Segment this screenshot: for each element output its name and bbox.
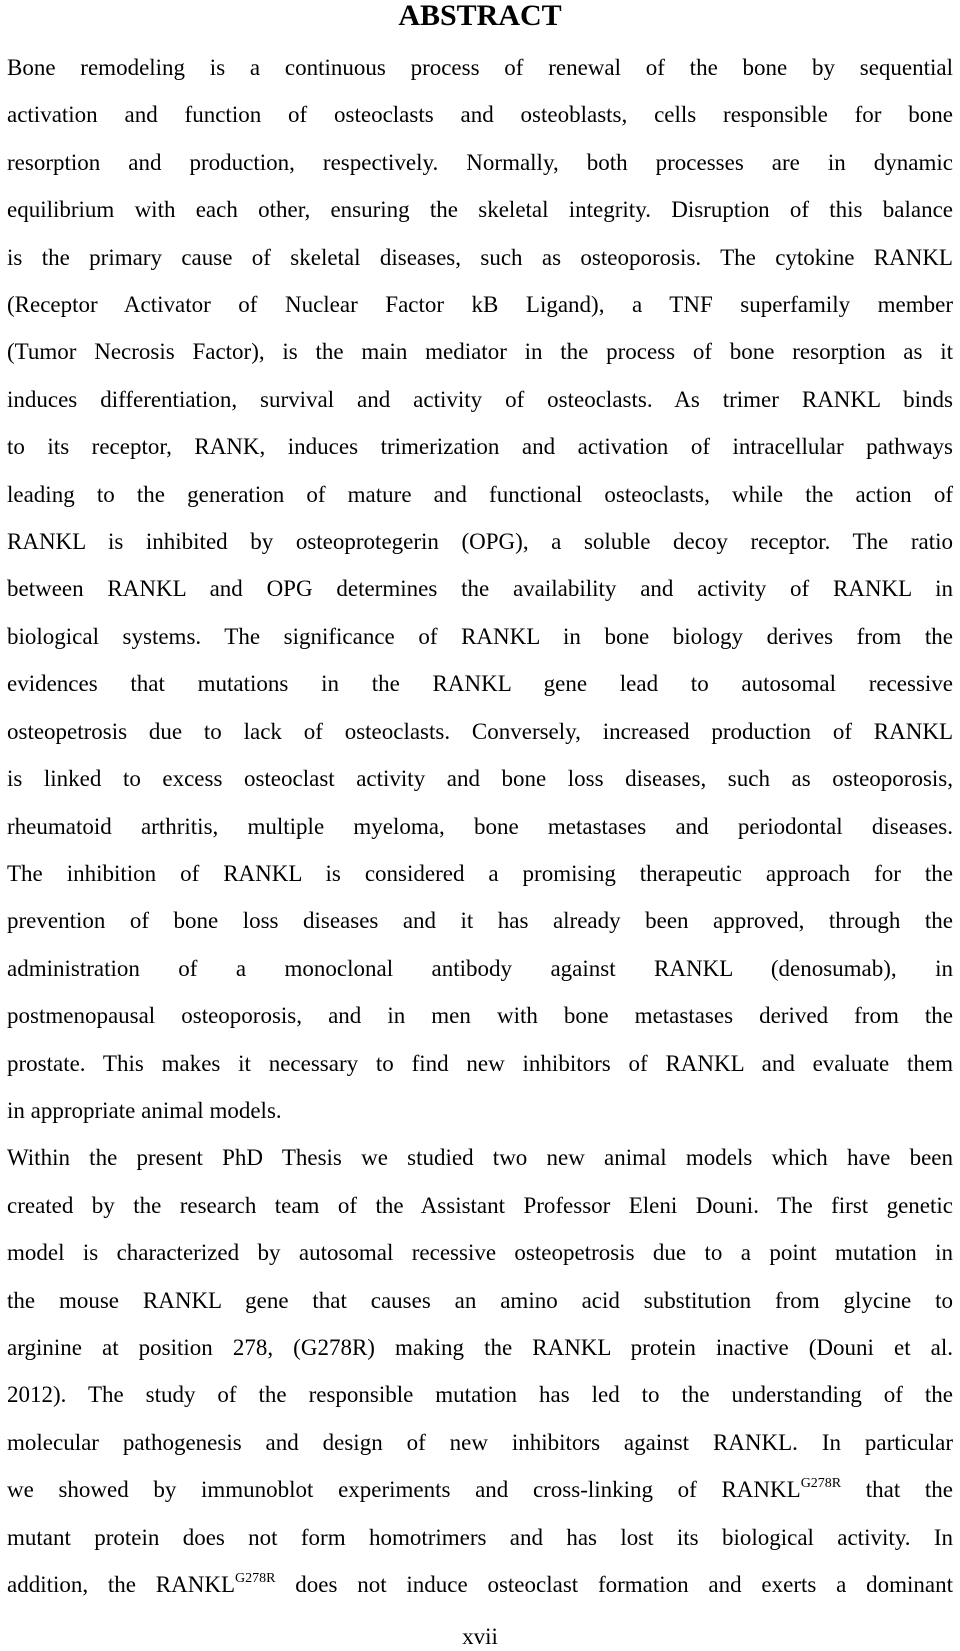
text-line: in appropriate animal models. (7, 1097, 282, 1123)
text-line: RANKL is inhibited by osteoprotegerin (OPG), a soluble decoy receptor. The ratio (7, 529, 953, 555)
page-number: xvii (462, 1624, 498, 1649)
abstract-title: ABSTRACT (398, 0, 562, 32)
superscript-g278r-1: G278R (800, 1476, 842, 1492)
text-line: evidences that mutations in the RANKL gene lead to autosomal recessive (7, 671, 953, 697)
text-line: between RANKL and OPG determines the availability and activity of RANKL in (7, 576, 953, 602)
text-line: induces differentiation, survival and activity of osteoclasts. As trimer RANKL binds (7, 386, 953, 412)
text-line: mutant protein does not form homotrimers and has lost its biological activity. In (7, 1524, 953, 1550)
superscript-g278r-2: G278R (235, 1571, 276, 1586)
text-line: The inhibition of RANKL is considered a promising therapeutic approach for the (7, 860, 953, 886)
text-line: resorption and production, respectively. Normally, both processes are in dynamic (7, 149, 953, 175)
abstract-paragraph-2 (7, 1134, 953, 1466)
sup-line-1-before: we showed by immunoblot experiments and cross-linking of RANKL (7, 1477, 801, 1503)
text-line: rheumatoid arthritis, multiple myeloma, bone metastases and periodontal diseases. (7, 813, 953, 839)
text-line: the mouse RANKL gene that causes an amino acid substitution from glycine to (7, 1287, 953, 1313)
text-line-superscript-1 (7, 1466, 953, 1513)
text-line: created by the research team of the Assistant Professor Eleni Douni. The first genetic (7, 1192, 953, 1218)
text-line: 2012). The study of the responsible mutation has led to the understanding of the (7, 1382, 953, 1408)
sup-line-2-before: addition, the RANKL (7, 1572, 236, 1597)
text-line: is the primary cause of skeletal diseases, such as osteoporosis. The cytokine RANKL (7, 244, 953, 270)
text-line: model is characterized by autosomal recessive osteopetrosis due to a point mutation in (7, 1240, 953, 1266)
text-line: (Receptor Activator of Nuclear Factor kB Ligand), a TNF superfamily member (7, 292, 953, 318)
text-line: arginine at position 278, (G278R) making the RANKL protein inactive (Douni et al. (7, 1334, 953, 1360)
abstract-paragraph-1 (7, 44, 953, 1134)
text-line: biological systems. The significance of RANKL in bone biology derives from the (7, 623, 953, 649)
text-line-superscript-2 (7, 1561, 953, 1608)
text-line: equilibrium with each other, ensuring the skeletal integrity. Disruption of this balance (7, 197, 953, 223)
sup-line-1-after: that the (841, 1477, 953, 1503)
text-line: activation and function of osteoclasts and osteoblasts, cells responsible for bone (7, 102, 953, 128)
text-line: Within the present PhD Thesis we studied two new animal models which have been (7, 1145, 953, 1171)
text-line: to its receptor, RANK, induces trimerization and activation of intracellular pathways (7, 434, 953, 460)
text-line: leading to the generation of mature and functional osteoclasts, while the action of (7, 481, 953, 507)
text-line: (Tumor Necrosis Factor), is the main mediator in the process of bone resorption as it (7, 339, 953, 365)
text-line: Bone remodeling is a continuous process of renewal of the bone by sequential (7, 55, 953, 80)
text-line: prevention of bone loss diseases and it has already been approved, through the (7, 908, 953, 934)
sup-line-2-after: does not induce osteoclast formation and exerts a dominant (275, 1572, 953, 1597)
text-line: prostate. This makes it necessary to find new inhibitors of RANKL and evaluate them (7, 1050, 953, 1076)
text-line: osteopetrosis due to lack of osteoclasts. Conversely, increased production of RANKL (7, 718, 953, 744)
text-line: is linked to excess osteoclast activity and bone loss diseases, such as osteoporosis, (7, 766, 953, 792)
text-line: molecular pathogenesis and design of new inhibitors against RANKL. In particular (7, 1429, 953, 1455)
text-line: administration of a monoclonal antibody against RANKL (denosumab), in (7, 955, 953, 981)
abstract-body (7, 44, 953, 1608)
text-line: postmenopausal osteoporosis, and in men with bone metastases derived from the (7, 1003, 953, 1029)
